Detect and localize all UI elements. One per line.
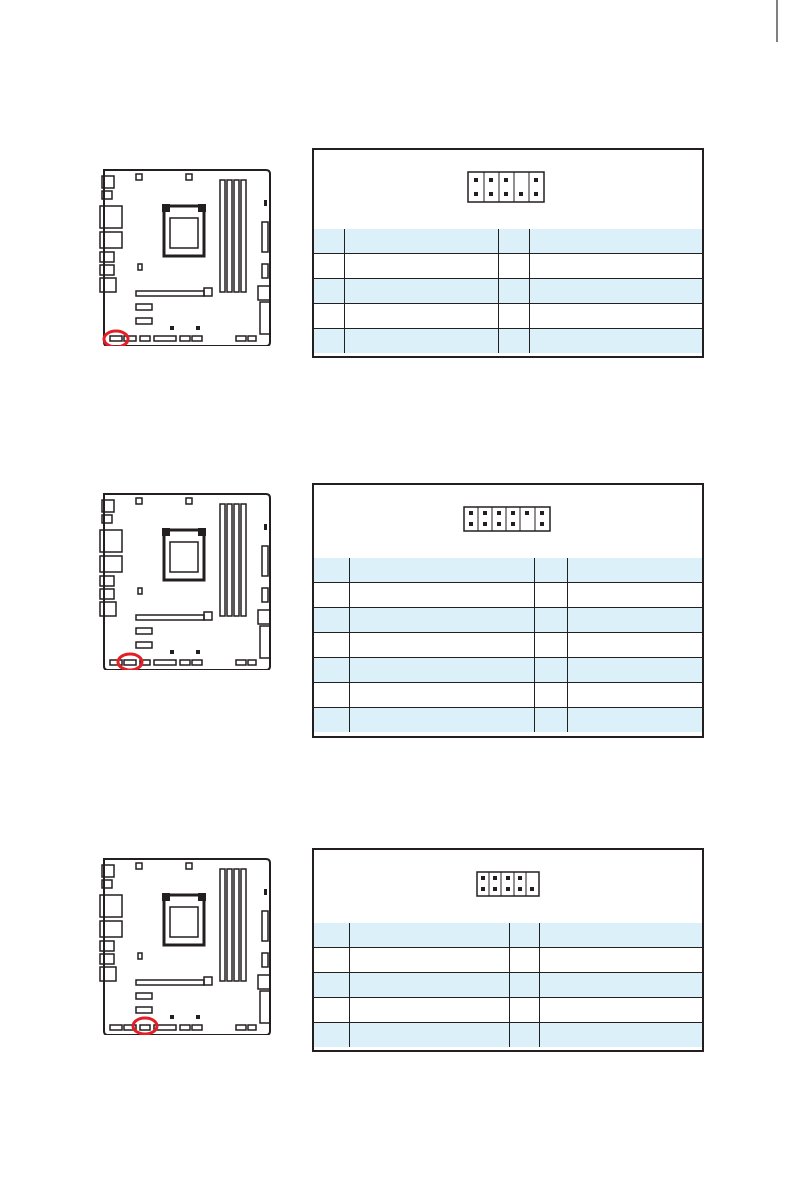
table-row <box>314 229 702 254</box>
page-trim-line <box>0 0 778 43</box>
motherboard-layout <box>96 166 276 346</box>
connector-pinout-panel <box>312 848 704 1052</box>
connector-pin-diagram <box>314 150 702 230</box>
table-row <box>314 948 702 973</box>
table-row <box>314 558 702 583</box>
table-row <box>314 708 702 733</box>
table-row <box>314 329 702 354</box>
pinout-table <box>314 558 702 732</box>
table-row <box>314 583 702 608</box>
table-row <box>314 608 702 633</box>
motherboard-diagram <box>96 490 276 670</box>
table-row <box>314 683 702 708</box>
connector-pin-diagram <box>314 485 702 559</box>
table-row <box>314 254 702 279</box>
motherboard-layout <box>96 855 276 1035</box>
motherboard-diagram <box>96 166 276 346</box>
table-row <box>314 998 702 1023</box>
table-row <box>314 923 702 948</box>
table-row <box>314 633 702 658</box>
table-row <box>314 279 702 304</box>
table-row <box>314 973 702 998</box>
connector-pinout-panel <box>312 148 704 358</box>
motherboard-layout <box>96 490 276 670</box>
table-row <box>314 658 702 683</box>
motherboard-diagram <box>96 855 276 1035</box>
table-row <box>314 1023 702 1048</box>
pinout-table <box>314 229 702 353</box>
pinout-table <box>314 923 702 1047</box>
connector-pinout-panel <box>312 483 704 738</box>
connector-pin-diagram <box>314 850 702 924</box>
table-row <box>314 304 702 329</box>
